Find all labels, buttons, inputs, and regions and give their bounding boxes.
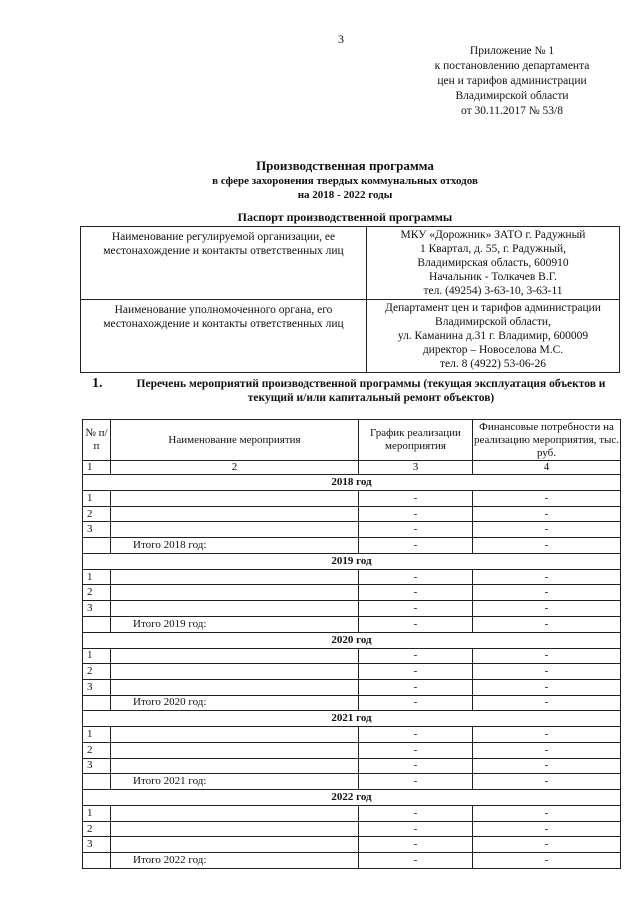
passport-value — [367, 300, 620, 373]
row-number: 3 — [83, 837, 111, 853]
header-finance: Финансовые потребности на реализацию мероприятия, тыс. руб. — [473, 420, 620, 459]
section-number: 1. — [92, 376, 103, 391]
total-row — [83, 616, 621, 632]
finance-cell: - — [473, 585, 621, 601]
year-row — [83, 632, 621, 648]
event-name-cell — [111, 522, 359, 538]
finance-cell: - — [473, 616, 621, 632]
table-row — [83, 679, 621, 695]
table-row — [83, 821, 621, 837]
event-name-cell — [111, 806, 359, 822]
appendix-line: к постановлению департамента — [434, 60, 590, 72]
section-title: Перечень мероприятий производственной программы (текущая эксплуатация объектов и текущий и/или капитальный ремонт объектов) — [136, 378, 606, 404]
total-label: Итого 2020 год: — [111, 695, 359, 711]
total-row — [83, 853, 621, 869]
schedule-cell: - — [359, 742, 473, 758]
document-subtitle: в сфере захоронения твердых коммунальных отходов — [212, 175, 478, 187]
schedule-cell: - — [359, 491, 473, 507]
schedule-cell: - — [359, 821, 473, 837]
finance-cell: - — [473, 648, 621, 664]
column-number-row — [83, 461, 621, 475]
passport-label: Наименование регулируемой организации, ее местонахождение и контакты ответственных лиц — [81, 227, 367, 300]
passport-value-line: тел. (49254) 3-63-10, 3-63-11 — [423, 285, 563, 297]
passport-value-line: МКУ «Дорожник» ЗАТО г. Радужный — [400, 229, 586, 241]
table-row — [83, 727, 621, 743]
finance-cell: - — [473, 774, 621, 790]
row-number: 1 — [83, 569, 111, 585]
year-label: 2019 год — [83, 553, 621, 569]
table-row — [83, 806, 621, 822]
year-row — [83, 790, 621, 806]
row-number: 2 — [83, 585, 111, 601]
finance-cell: - — [473, 837, 621, 853]
schedule-cell: - — [359, 837, 473, 853]
row-number: 1 — [83, 491, 111, 507]
document-title: Производственная программа — [256, 158, 434, 173]
row-number: 1 — [83, 806, 111, 822]
year-label: 2022 год — [83, 790, 621, 806]
row-number: 1 — [83, 727, 111, 743]
year-label: 2018 год — [83, 475, 621, 491]
passport-value-line: Департамент цен и тарифов администрации — [385, 302, 601, 314]
passport-row — [81, 227, 620, 300]
page-number: 3 — [338, 32, 344, 46]
finance-cell: - — [473, 491, 621, 507]
table-row — [83, 491, 621, 507]
finance-cell: - — [473, 664, 621, 680]
table-row — [83, 601, 621, 617]
passport-value-line: Начальник - Толкачев В.Г. — [429, 271, 557, 283]
row-number: 2 — [83, 821, 111, 837]
finance-cell: - — [473, 853, 621, 869]
finance-cell: - — [473, 569, 621, 585]
event-name-cell — [111, 679, 359, 695]
table-row — [83, 837, 621, 853]
finance-cell: - — [473, 538, 621, 554]
year-row — [83, 475, 621, 491]
row-number: 2 — [83, 742, 111, 758]
schedule-cell: - — [359, 569, 473, 585]
events-table — [82, 419, 621, 869]
passport-value-line: директор – Новоселова М.С. — [422, 344, 564, 356]
event-name-cell — [111, 821, 359, 837]
year-label: 2021 год — [83, 711, 621, 727]
total-row — [83, 695, 621, 711]
table-row — [83, 648, 621, 664]
appendix-line: цен и тарифов администрации — [437, 75, 587, 87]
total-label: Итого 2019 год: — [111, 616, 359, 632]
passport-value-line: тел. 8 (4922) 53-06-26 — [440, 358, 546, 370]
schedule-cell: - — [359, 727, 473, 743]
column-number: 4 — [473, 461, 621, 475]
row-number: 3 — [83, 601, 111, 617]
appendix-line: от 30.11.2017 № 53/8 — [461, 105, 563, 117]
finance-cell: - — [473, 695, 621, 711]
year-row — [83, 711, 621, 727]
header-name: Наименование мероприятия — [111, 420, 359, 461]
passport-value-line: Владимирская область, 600910 — [417, 257, 569, 269]
header-schedule: График реализации мероприятия — [359, 420, 473, 461]
table-row — [83, 522, 621, 538]
finance-cell: - — [473, 679, 621, 695]
event-name-cell — [111, 506, 359, 522]
column-number: 1 — [83, 461, 111, 475]
table-row — [83, 742, 621, 758]
schedule-cell: - — [359, 522, 473, 538]
schedule-cell: - — [359, 806, 473, 822]
event-name-cell — [111, 727, 359, 743]
schedule-cell: - — [359, 758, 473, 774]
schedule-cell: - — [359, 679, 473, 695]
event-name-cell — [111, 758, 359, 774]
table-row — [83, 664, 621, 680]
passport-value-line: ул. Каманина д.31 г. Владимир, 600009 — [397, 330, 589, 342]
appendix-line: Приложение № 1 — [469, 45, 555, 57]
title-block — [90, 157, 600, 225]
passport-value — [367, 227, 620, 300]
column-number: 3 — [359, 461, 473, 475]
header-num: № п/п — [83, 420, 111, 461]
finance-cell: - — [473, 742, 621, 758]
finance-cell: - — [473, 522, 621, 538]
total-num-cell — [83, 538, 111, 554]
finance-cell: - — [473, 601, 621, 617]
passport-label: Наименование уполномоченного органа, его местонахождение и контакты ответственных лиц — [81, 300, 367, 373]
schedule-cell: - — [359, 664, 473, 680]
total-num-cell — [83, 616, 111, 632]
event-name-cell — [111, 837, 359, 853]
row-number: 3 — [83, 758, 111, 774]
row-number: 2 — [83, 506, 111, 522]
schedule-cell: - — [359, 616, 473, 632]
total-row — [83, 538, 621, 554]
finance-cell: - — [473, 821, 621, 837]
event-name-cell — [111, 601, 359, 617]
table-row — [83, 506, 621, 522]
year-label: 2020 год — [83, 632, 621, 648]
total-num-cell — [83, 695, 111, 711]
column-number: 2 — [111, 461, 359, 475]
appendix-line: Владимирской области — [455, 90, 569, 102]
passport-value-line: 1 Квартал, д. 55, г. Радужный, — [420, 243, 566, 255]
passport-table — [80, 226, 620, 373]
passport-heading: Паспорт производственной программы — [237, 210, 453, 224]
row-number: 2 — [83, 664, 111, 680]
event-name-cell — [111, 585, 359, 601]
table-header-row — [83, 420, 621, 461]
event-name-cell — [111, 648, 359, 664]
finance-cell: - — [473, 727, 621, 743]
schedule-cell: - — [359, 538, 473, 554]
total-label: Итого 2021 год: — [111, 774, 359, 790]
schedule-cell: - — [359, 601, 473, 617]
row-number: 1 — [83, 648, 111, 664]
row-number: 3 — [83, 522, 111, 538]
passport-value-line: Владимирской области, — [435, 316, 551, 328]
passport-row — [81, 300, 620, 373]
total-label: Итого 2022 год: — [111, 853, 359, 869]
schedule-cell: - — [359, 853, 473, 869]
schedule-cell: - — [359, 648, 473, 664]
event-name-cell — [111, 569, 359, 585]
table-row — [83, 585, 621, 601]
schedule-cell: - — [359, 585, 473, 601]
finance-cell: - — [473, 806, 621, 822]
total-label: Итого 2018 год: — [111, 538, 359, 554]
schedule-cell: - — [359, 695, 473, 711]
schedule-cell: - — [359, 774, 473, 790]
row-number: 3 — [83, 679, 111, 695]
year-row — [83, 553, 621, 569]
event-name-cell — [111, 491, 359, 507]
table-row — [83, 758, 621, 774]
document-period: на 2018 - 2022 годы — [297, 189, 393, 201]
total-num-cell — [83, 853, 111, 869]
finance-cell: - — [473, 758, 621, 774]
event-name-cell — [111, 664, 359, 680]
event-name-cell — [111, 742, 359, 758]
schedule-cell: - — [359, 506, 473, 522]
total-row — [83, 774, 621, 790]
appendix-block — [412, 44, 612, 119]
finance-cell: - — [473, 506, 621, 522]
total-num-cell — [83, 774, 111, 790]
section-heading — [92, 377, 622, 405]
table-row — [83, 569, 621, 585]
